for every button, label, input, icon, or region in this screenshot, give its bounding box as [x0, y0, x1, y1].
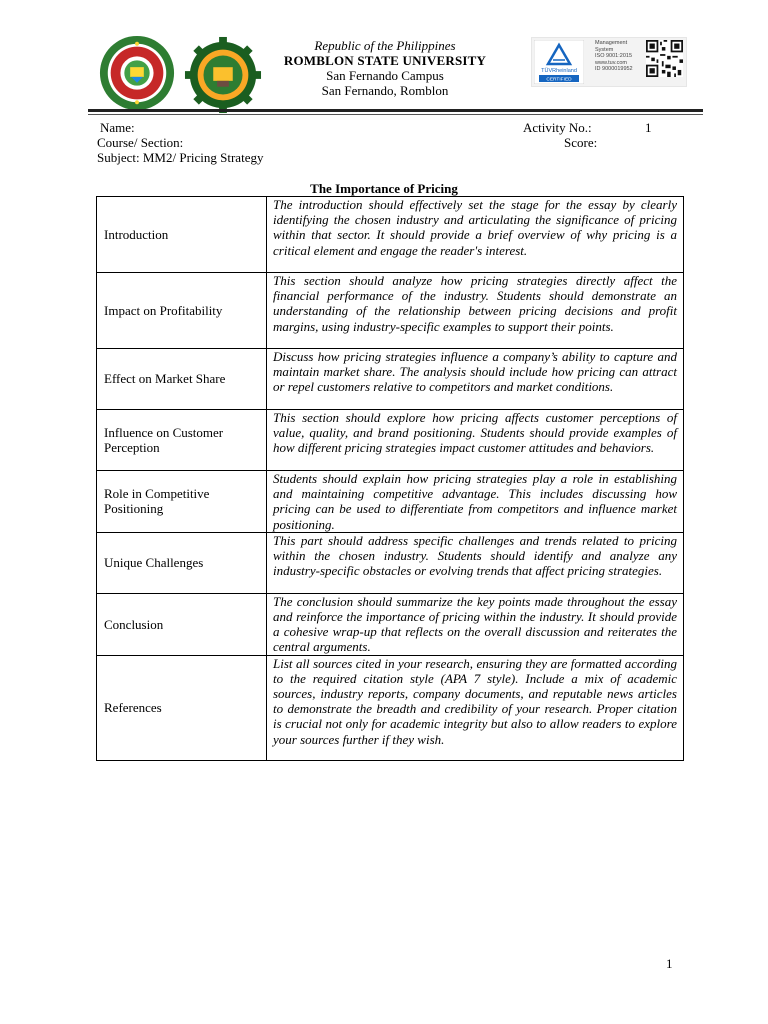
- location-line: San Fernando, Romblon: [321, 83, 449, 98]
- table-row: [97, 532, 684, 593]
- criterion-cell: References: [97, 655, 267, 760]
- university-name: ROMBLON STATE UNIVERSITY: [283, 53, 487, 68]
- criterion-cell: Impact on Profitability: [97, 273, 267, 349]
- activity-no-value: 1: [645, 120, 652, 135]
- iso-certification-badge: [531, 37, 687, 87]
- certification-info: Management System ISO 9001:2015 www.tuv.com ID 9000019952: [595, 40, 633, 73]
- score-label: Score:: [564, 135, 598, 150]
- campus-gear-logo: [184, 36, 262, 114]
- description-cell: The introduction should effectively set the stage for the essay by clearly identifying the chosen industry and articulating the significance of pricing within that sector. It should provide a brief overview of why pricing is a critical element and engage the reader's interest.: [267, 197, 684, 273]
- description-cell: This part should address specific challenges and trends related to pricing within the chosen industry. Students should identify and analyze any industry-specific obstacles or evolving trends that affect pricing strategies.: [267, 532, 684, 593]
- table-row: [97, 197, 684, 273]
- header-divider-thin: [88, 114, 703, 115]
- description-cell: List all sources cited in your research, ensuring they are formatted according to the required citation style (APA 7 style). Include a mix of academic sources, industry reports, company documents, and reputable news articles to demonstrate the breadth and credibility of your research. Proper citation is crucial not only for academic integrity but also to allow readers to explore your sources further if they wish.: [267, 655, 684, 760]
- table-row: [97, 410, 684, 471]
- tuv-brand-text: TÜVRheinland: [541, 68, 577, 74]
- description-cell: Discuss how pricing strategies influence a company’s ability to capture and maintain market share. The analysis should include how pricing can attract or repel customers relative to competitors and market conditions.: [267, 349, 684, 410]
- university-header: [262, 38, 508, 98]
- criterion-cell: Effect on Market Share: [97, 349, 267, 410]
- subject-line: Subject: MM2/ Pricing Strategy: [97, 150, 264, 165]
- criterion-cell: Role in Competitive Positioning: [97, 471, 267, 533]
- qr-code-icon: [646, 40, 683, 77]
- document-title: The Importance of Pricing: [310, 181, 458, 196]
- criterion-cell: Introduction: [97, 197, 267, 273]
- republic-line: Republic of the Philippines: [314, 38, 456, 53]
- course-section-label: Course/ Section:: [97, 135, 184, 150]
- table-row: [97, 349, 684, 410]
- criterion-cell: Influence on Customer Perception: [97, 410, 267, 471]
- table-row: [97, 273, 684, 349]
- tuv-certified-icon: [534, 40, 584, 84]
- description-cell: This section should explore how pricing affects customer perceptions of value, quality, and brand positioning. Students should provide examples of how different pricing strategies impact customer attitudes and behaviors.: [267, 410, 684, 471]
- university-seal-logo: [98, 34, 176, 112]
- table-row: [97, 655, 684, 760]
- header-divider: [88, 109, 703, 112]
- description-cell: This section should analyze how pricing strategies directly affect the financial performance of the industry. Students should demonstrate an understanding of the relationship between pricing decisions and profit margins, using industry-specific examples to support their points.: [267, 273, 684, 349]
- table-row: [97, 471, 684, 533]
- criterion-cell: Unique Challenges: [97, 532, 267, 593]
- campus-line: San Fernando Campus: [326, 68, 444, 83]
- page-number: 1: [666, 956, 673, 971]
- description-cell: Students should explain how pricing strategies play a role in establishing and maintaining competitive advantage. This includes discussing how pricing can be used to differentiate from competitors and influence market positioning.: [267, 471, 684, 533]
- activity-no-label: Activity No.:: [523, 120, 592, 135]
- rubric-table: [96, 196, 684, 761]
- tuv-badge-text: CERTIFIED: [546, 77, 572, 83]
- name-label: Name:: [100, 120, 135, 135]
- description-cell: The conclusion should summarize the key points made throughout the essay and reinforce the importance of pricing within the industry. It should provide a cohesive wrap-up that reflects on the overall discussion and reiterates the central arguments.: [267, 593, 684, 655]
- table-row: [97, 593, 684, 655]
- criterion-cell: Conclusion: [97, 593, 267, 655]
